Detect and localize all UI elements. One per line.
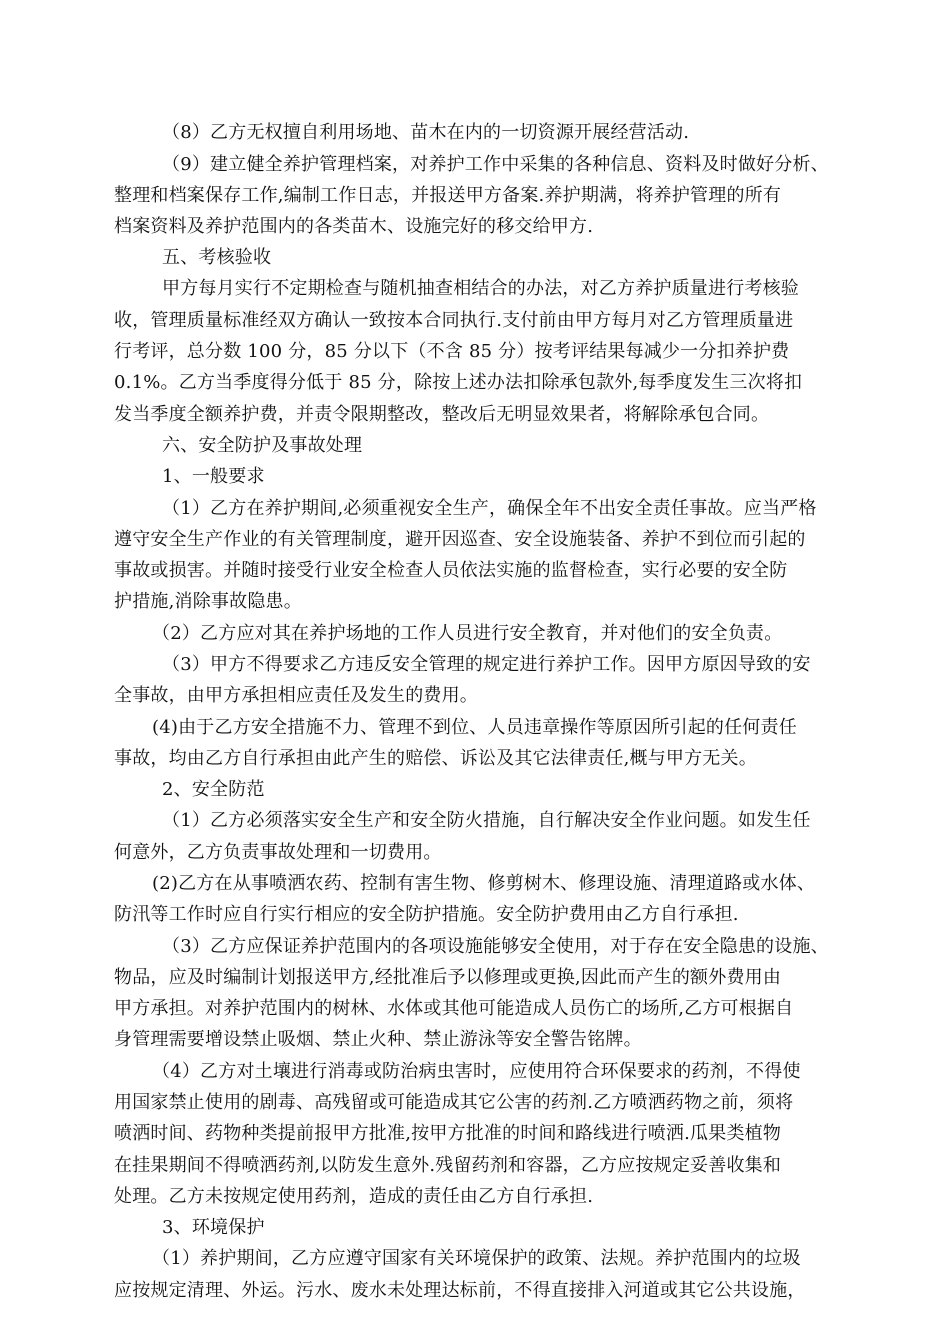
text-line: 0.1%。乙方当季度得分低于 85 分，除按上述办法扣除承包款外,每季度发生三次将扣 (114, 372, 803, 393)
text-line: 行考评，总分数 100 分，85 分以下（不含 85 分）按考评结果每减少一分扣养护费 (114, 341, 790, 362)
text-line: （1）乙方在养护期间,必须重视安全生产，确保全年不出安全责任事故。应当严格 (162, 498, 817, 519)
text-line: 档案资料及养护范围内的各类苗木、设施完好的移交给甲方. (114, 216, 594, 237)
text-line: 何意外，乙方负责事故处理和一切费用。 (114, 842, 442, 863)
text-line: 护措施,消除事故隐患。 (114, 591, 302, 612)
text-line: 事故或损害。并随时接受行业安全检查人员依法实施的监督检查，实行必要的安全防 (114, 560, 788, 581)
text-line: (4)由于乙方安全措施不力、管理不到位、人员违章操作等原因所引起的任何责任 (152, 717, 797, 738)
text-line: （1）乙方必须落实安全生产和安全防火措施，自行解决安全作业问题。如发生任 (162, 810, 811, 831)
section-heading: 六、安全防护及事故处理 (162, 435, 363, 456)
text-line: 收，管理质量标准经双方确认一致按本合同执行.支付前由甲方每月对乙方管理质量进 (114, 310, 794, 331)
text-line: 甲方每月实行不定期检查与随机抽查相结合的办法，对乙方养护质量进行考核验 (162, 278, 799, 299)
subsection-heading: 2、安全防范 (162, 779, 265, 800)
text-line: （1）养护期间，乙方应遵守国家有关环境保护的政策、法规。养护范围内的垃圾 (152, 1248, 801, 1269)
text-line: 物品，应及时编制计划报送甲方,经批准后予以修理或更换,因此而产生的额外费用由 (114, 967, 782, 988)
text-line: （4）乙方对土壤进行消毒或防治病虫害时，应使用符合环保要求的药剂，不得使 (152, 1061, 801, 1082)
text-line: 整理和档案保存工作,编制工作日志，并报送甲方备案.养护期满，将养护管理的所有 (114, 185, 782, 206)
text-line: 甲方承担。对养护范围内的树林、水体或其他可能造成人员伤亡的场所,乙方可根据自 (114, 998, 794, 1019)
text-line: 事故，均由乙方自行承担由此产生的赔偿、诉讼及其它法律责任,概与甲方无关。 (114, 748, 757, 769)
text-line: （2）乙方应对其在养护场地的工作人员进行安全教育，并对他们的安全负责。 (152, 623, 783, 644)
text-line: 防汛等工作时应自行实行相应的安全防护措施。安全防护费用由乙方自行承担. (114, 904, 739, 925)
text-line: 身管理需要增设禁止吸烟、禁止火种、禁止游泳等安全警告铭牌。 (114, 1029, 642, 1050)
text-line: （3）甲方不得要求乙方违反安全管理的规定进行养护工作。因甲方原因导致的安 (162, 654, 811, 675)
text-line: 全事故，由甲方承担相应责任及发生的费用。 (114, 685, 478, 706)
text-line: （8）乙方无权擅自利用场地、苗木在内的一切资源开展经营活动. (162, 122, 690, 143)
text-line: 发当季度全额养护费，并责令限期整改，整改后无明显效果者，将解除承包合同。 (114, 404, 770, 425)
subsection-heading: 3、环境保护 (162, 1217, 265, 1238)
subsection-heading: 1、一般要求 (162, 466, 265, 487)
text-line: 喷洒时间、药物种类提前报甲方批准,按甲方批准的时间和路线进行喷洒.瓜果类植物 (114, 1123, 782, 1144)
text-line: (2)乙方在从事喷洒农药、控制有害生物、修剪树木、修理设施、清理道路或水体、 (152, 873, 816, 894)
text-line: （3）乙方应保证养护范围内的各项设施能够安全使用，对于存在安全隐患的设施、 (162, 936, 829, 957)
text-line: 用国家禁止使用的剧毒、高残留或可能造成其它公害的药剂.乙方喷洒药物之前，须将 (114, 1092, 794, 1113)
text-line: （9）建立健全养护管理档案，对养护工作中采集的各种信息、资料及时做好分析、 (162, 154, 829, 175)
text-line: 遵守安全生产作业的有关管理制度，避开因巡查、安全设施装备、养护不到位而引起的 (114, 529, 806, 550)
section-heading: 五、考核验收 (162, 247, 272, 268)
text-line: 应按规定清理、外运。污水、废水未处理达标前，不得直接排入河道或其它公共设施， (114, 1280, 806, 1301)
text-line: 在挂果期间不得喷洒药剂,以防发生意外.残留药剂和容器，乙方应按规定妥善收集和 (114, 1155, 782, 1176)
text-line: 处理。乙方未按规定使用药剂，造成的责任由乙方自行承担. (114, 1186, 594, 1207)
